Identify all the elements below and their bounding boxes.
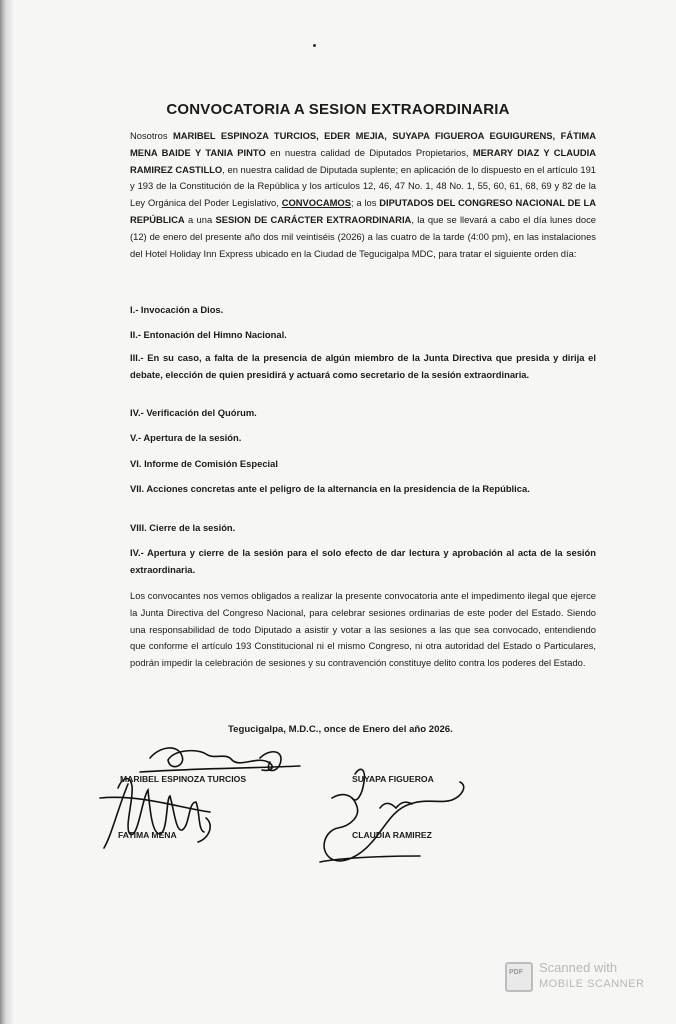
place-date: Tegucigalpa, M.D.C., once de Enero del año 2026. [228,724,453,735]
signatory-suyapa: SUYAPA FIGUEROA [352,774,434,784]
signatory-maribel: MARIBEL ESPINOZA TURCIOS [120,774,247,784]
agenda-item: I.- Invocación a Dios. [130,304,224,315]
intro-paragraph: Nosotros MARIBEL ESPINOZA TURCIOS, EDER MEJIA, SUYAPA FIGUEROA EGUIGURENS, FÁTIMA MENA BAIDE Y TANIA PINTO en nuestra calidad de Diputados Propietarios, MERARY DIAZ Y CLAUDIA RAMIREZ CASTILLO, en nuestra calidad de Diputada suplente; en aplicación de lo dispuesto en el artículo 191 y 193 de la Constitución de la República y los artículos 12, 46, 47 No. 1, 48 No. 1, 55, 60, 61, 68, 69 y 82 de la Ley Orgánica del Poder Legislativo, CONVOCAMOS; a los DIPUTADOS DEL CONGRESO NACIONAL DE LA REPÚBLICA a una SESION DE CARÁCTER EXTRAORDINARIA, la que se llevará a cabo el día lunes doce (12) de enero del presente año dos mil veintiséis (2026) a las cuatro de la tarde (4:00 pm), en las instalaciones del Hotel Holiday Inn Express ubicado en la Ciudad de Tegucigalpa MDC, para tratar el siguiente orden día: [130,130,597,259]
agenda-item: II.- Entonación del Himno Nacional. [130,329,287,340]
agenda-item: IV.- Apertura y cierre de la sesión para el solo efecto de dar lectura y aprobación al acta de la sesión extraordinaria. [130,547,596,575]
agenda-item: VII. Acciones concretas ante el peligro de la alternancia en la presidencia de la República. [130,483,530,494]
suplentes-names: MERARY DIAZ Y CLAUDIA RAMIREZ CASTILLO [130,146,596,175]
scan-speck [313,44,316,47]
agenda-item: V.- Apertura de la sesión. [130,432,242,443]
signatory-claudia: CLAUDIA RAMIREZ [352,830,432,840]
pdf-icon: PDF [505,962,533,992]
sesion-phrase: SESION DE CARÁCTER EXTRAORDINARIA [215,213,412,225]
agenda-item: VI. Informe de Comisión Especial [130,458,278,469]
agenda-item: VIII. Cierre de la sesión. [130,522,236,533]
watermark-line2: MOBILE SCANNER [539,978,645,990]
signatures-drawing [0,738,676,908]
agenda-item: IV.- Verificación del Quórum. [130,407,257,418]
convocamos-word: CONVOCAMOS [281,197,351,209]
diputados-phrase: DIPUTADOS DEL CONGRESO NACIONAL DE LA REPÚBLICA [130,197,596,225]
scanner-watermark [505,960,665,998]
signature-claudia [324,782,464,861]
closing-paragraph: Los convocantes nos vemos obligados a realizar la presente convocatoria ante el impedimento ilegal que ejerce la Junta Directiva del Congreso Nacional, para celebrar sesiones ordinarias de este poder del Estado. Siendo una responsabilidad de todo Diputado a asistir y votar a las sesiones a las que sea convocado, entendiendo que conforme el artículo 193 Constitucional ni el mismo Congreso, ni otra autoridad del Estado o Particulares, podrán impedir la celebración de sesiones y su contravención constituye delito contra los poderes del Estado. [130,590,596,669]
document-title: CONVOCATORIA A SESION EXTRAORDINARIA [166,101,510,118]
watermark-line1: Scanned with [539,960,618,975]
convocantes-names: MARIBEL ESPINOZA TURCIOS, EDER MEJIA, SUYAPA FIGUEROA EGUIGURENS, FÁTIMA MENA BAIDE Y TANIA PINTO [130,130,596,158]
signatory-fatima: FATIMA MENA [118,830,177,840]
agenda-item: III.- En su caso, a falta de la presencia de algún miembro de la Junta Directiva que presida y dirija el debate, elección de quien presidirá y actuará como secretario de la sesión extraordinaria. [130,352,596,380]
signature-fatima [118,779,204,835]
